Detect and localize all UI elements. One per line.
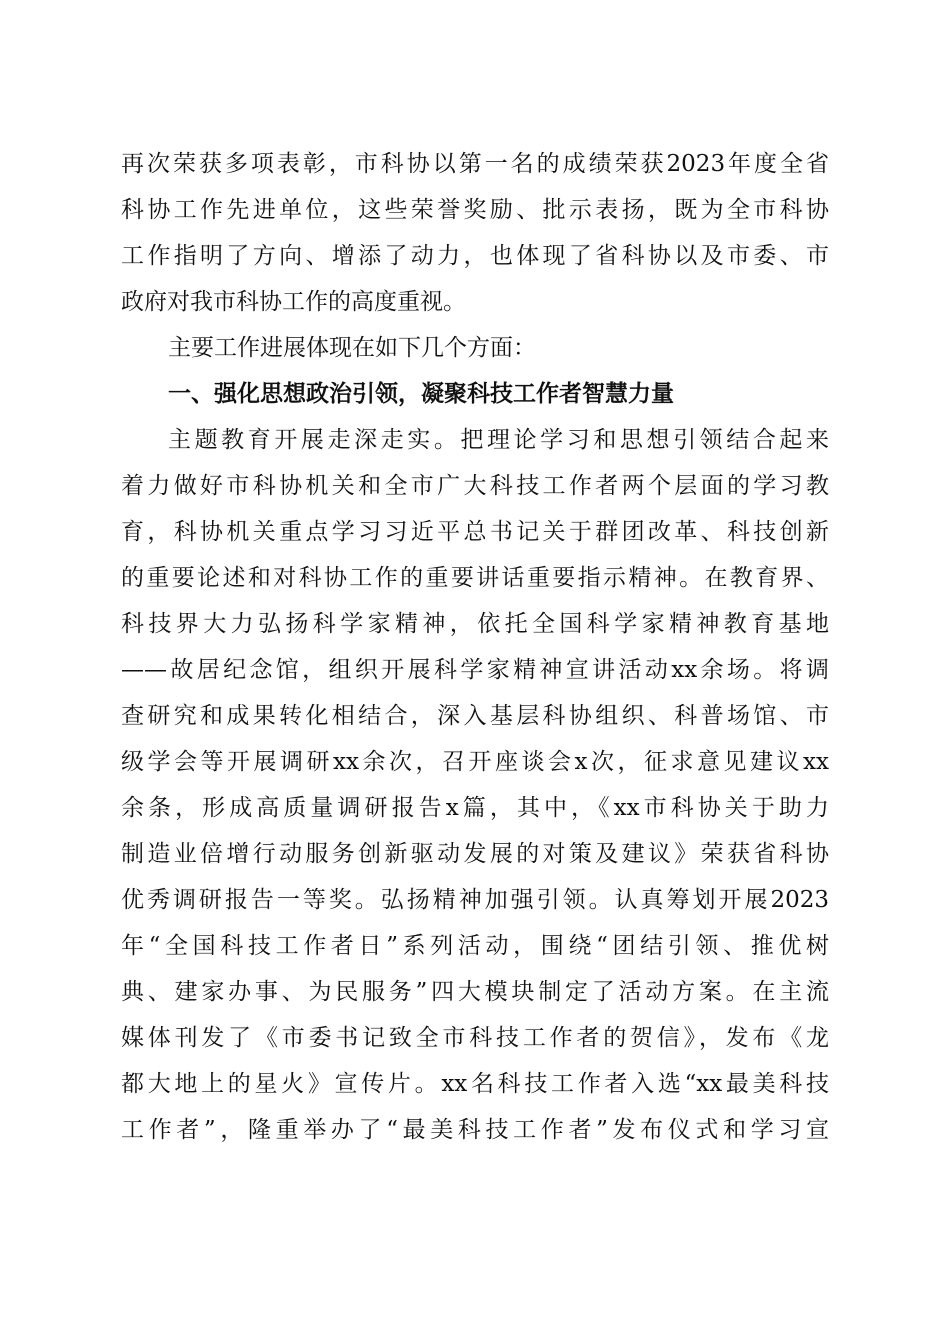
text-line-19: 典、建家办事、为民服务”四大模块制定了活动方案。在主流 — [121, 979, 829, 1005]
text-line-10: 的重要论述和对科协工作的重要讲话重要指示精神。在教育界、 — [121, 565, 829, 591]
text-line-3: 工作指明了方向、增添了动力，也体现了省科协以及市委、市 — [121, 243, 829, 269]
intro-paragraph: 主要工作进展体现在如下几个方面： — [168, 335, 536, 361]
text-line-15: 余条，形成高质量调研报告x篇，其中，《xx市科协关于助力 — [121, 795, 829, 821]
text-line-21: 都大地上的星火》宣传片。xx名科技工作者入选“xx最美科技 — [121, 1071, 829, 1097]
text-line-11: 科技界大力弘扬科学家精神，依托全国科学家精神教育基地 — [121, 611, 829, 637]
text-line-7: 主题教育开展走深走实。把理论学习和思想引领结合起来 — [168, 427, 829, 453]
text-line-9: 育，科协机关重点学习习近平总书记关于群团改革、科技创新 — [121, 519, 829, 545]
text-line-1: 再次荣获多项表彰，市科协以第一名的成绩荣获2023年度全省 — [121, 151, 829, 177]
text-line-13: 查研究和成果转化相结合，深入基层科协组织、科普场馆、市 — [121, 703, 829, 729]
section-heading-1: 一、强化思想政治引领，凝聚科技工作者智慧力量 — [168, 381, 674, 407]
text-line-16: 制造业倍增行动服务创新驱动发展的对策及建议》荣获省科协 — [121, 841, 829, 867]
text-line-2: 科协工作先进单位，这些荣誉奖励、批示表扬，既为全市科协 — [121, 197, 829, 223]
text-line-22: 工作者”，隆重举办了“最美科技工作者”发布仪式和学习宣 — [121, 1117, 829, 1143]
text-line-4: 政府对我市科协工作的高度重视。 — [121, 289, 466, 315]
text-line-12: ——故居纪念馆，组织开展科学家精神宣讲活动xx余场。将调 — [121, 657, 829, 683]
text-line-20: 媒体刊发了《市委书记致全市科技工作者的贺信》，发布《龙 — [121, 1025, 829, 1051]
text-line-18: 年“全国科技工作者日”系列活动，围绕“团结引领、推优树 — [121, 933, 829, 959]
text-line-8: 着力做好市科协机关和全市广大科技工作者两个层面的学习教 — [121, 473, 829, 499]
text-line-14: 级学会等开展调研xx余次，召开座谈会x次，征求意见建议xx — [121, 749, 829, 775]
text-line-17: 优秀调研报告一等奖。弘扬精神加强引领。认真筹划开展2023 — [121, 887, 829, 913]
